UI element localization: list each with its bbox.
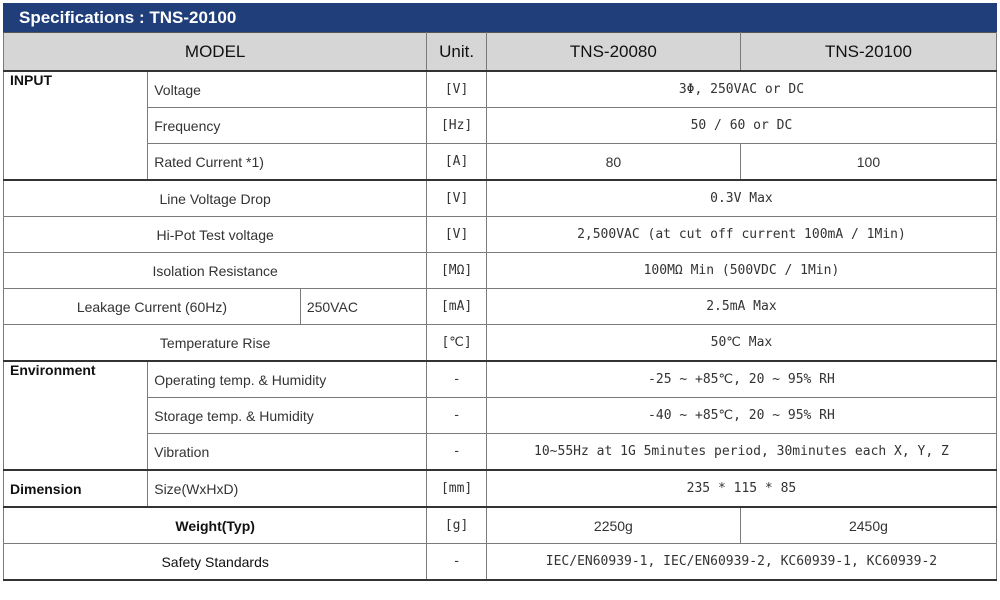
table-row	[4, 253, 997, 289]
unit-frequency: [Hz]	[427, 108, 487, 144]
value-temp-rise: 50℃ Max	[486, 325, 996, 362]
value-vibration: 10~55Hz at 1G 5minutes period, 30minutes each X, Y, Z	[486, 434, 996, 471]
value-frequency: 50 / 60 or DC	[486, 108, 996, 144]
table-row	[4, 289, 997, 325]
table-row	[4, 325, 997, 362]
group-input: INPUT	[4, 71, 148, 180]
table-header-row	[4, 33, 997, 72]
value-safety: IEC/EN60939-1, IEC/EN60939-2, KC60939-1, KC60939-2	[486, 544, 996, 581]
value-leakage: 2.5mA Max	[486, 289, 996, 325]
unit-rated-current: [A]	[427, 144, 487, 181]
row-label-storage: Storage temp. & Humidity	[148, 398, 427, 434]
table-row	[4, 361, 997, 398]
group-dimension: Dimension	[4, 470, 148, 507]
header-unit: Unit.	[427, 33, 487, 72]
table-row	[4, 108, 997, 144]
value-rated-current-a: 80	[486, 144, 740, 181]
unit-isolation: [MΩ]	[427, 253, 487, 289]
unit-vibration: -	[427, 434, 487, 471]
row-label-hipot: Hi-Pot Test voltage	[4, 217, 427, 253]
row-label-line-voltage-drop: Line Voltage Drop	[4, 180, 427, 217]
table-row	[4, 180, 997, 217]
unit-size: [mm]	[427, 470, 487, 507]
value-weight-a: 2250g	[486, 507, 740, 544]
spec-title: Specifications : TNS-20100	[3, 3, 997, 32]
table-row	[4, 434, 997, 471]
row-label-weight: Weight(Typ)	[4, 507, 427, 544]
table-row	[4, 398, 997, 434]
unit-hipot: [V]	[427, 217, 487, 253]
value-voltage: 3Φ, 250VAC or DC	[486, 71, 996, 108]
table-row	[4, 507, 997, 544]
value-hipot: 2,500VAC (at cut off current 100mA / 1Min)	[486, 217, 996, 253]
row-label-safety: Safety Standards	[4, 544, 427, 581]
row-label-vibration: Vibration	[148, 434, 427, 471]
value-operating: -25 ~ +85℃, 20 ~ 95% RH	[486, 361, 996, 398]
table-row	[4, 144, 997, 181]
row-label-rated-current: Rated Current *1)	[148, 144, 427, 181]
unit-leakage: [mA]	[427, 289, 487, 325]
spec-sheet	[3, 3, 997, 581]
table-row	[4, 217, 997, 253]
unit-weight: [g]	[427, 507, 487, 544]
group-environment: Environment	[4, 361, 148, 470]
row-label-leakage: Leakage Current (60Hz)	[4, 289, 301, 325]
row-label-size: Size(WxHxD)	[148, 470, 427, 507]
value-rated-current-b: 100	[740, 144, 996, 181]
row-label-isolation: Isolation Resistance	[4, 253, 427, 289]
unit-voltage: [V]	[427, 71, 487, 108]
table-row	[4, 71, 997, 108]
leakage-condition: 250VAC	[300, 289, 426, 325]
row-label-temp-rise: Temperature Rise	[4, 325, 427, 362]
value-weight-b: 2450g	[740, 507, 996, 544]
row-label-frequency: Frequency	[148, 108, 427, 144]
value-isolation: 100MΩ Min (500VDC / 1Min)	[486, 253, 996, 289]
unit-line-voltage-drop: [V]	[427, 180, 487, 217]
unit-temp-rise: [℃]	[427, 325, 487, 362]
value-size: 235 * 115 * 85	[486, 470, 996, 507]
header-model-a: TNS-20080	[486, 33, 740, 72]
spec-table	[3, 32, 997, 581]
unit-operating: -	[427, 361, 487, 398]
value-line-voltage-drop: 0.3V Max	[486, 180, 996, 217]
header-model: MODEL	[4, 33, 427, 72]
table-row	[4, 470, 997, 507]
unit-safety: -	[427, 544, 487, 581]
header-model-b: TNS-20100	[740, 33, 996, 72]
row-label-voltage: Voltage	[148, 71, 427, 108]
value-storage: -40 ~ +85℃, 20 ~ 95% RH	[486, 398, 996, 434]
unit-storage: -	[427, 398, 487, 434]
table-row	[4, 544, 997, 581]
row-label-operating: Operating temp. & Humidity	[148, 361, 427, 398]
